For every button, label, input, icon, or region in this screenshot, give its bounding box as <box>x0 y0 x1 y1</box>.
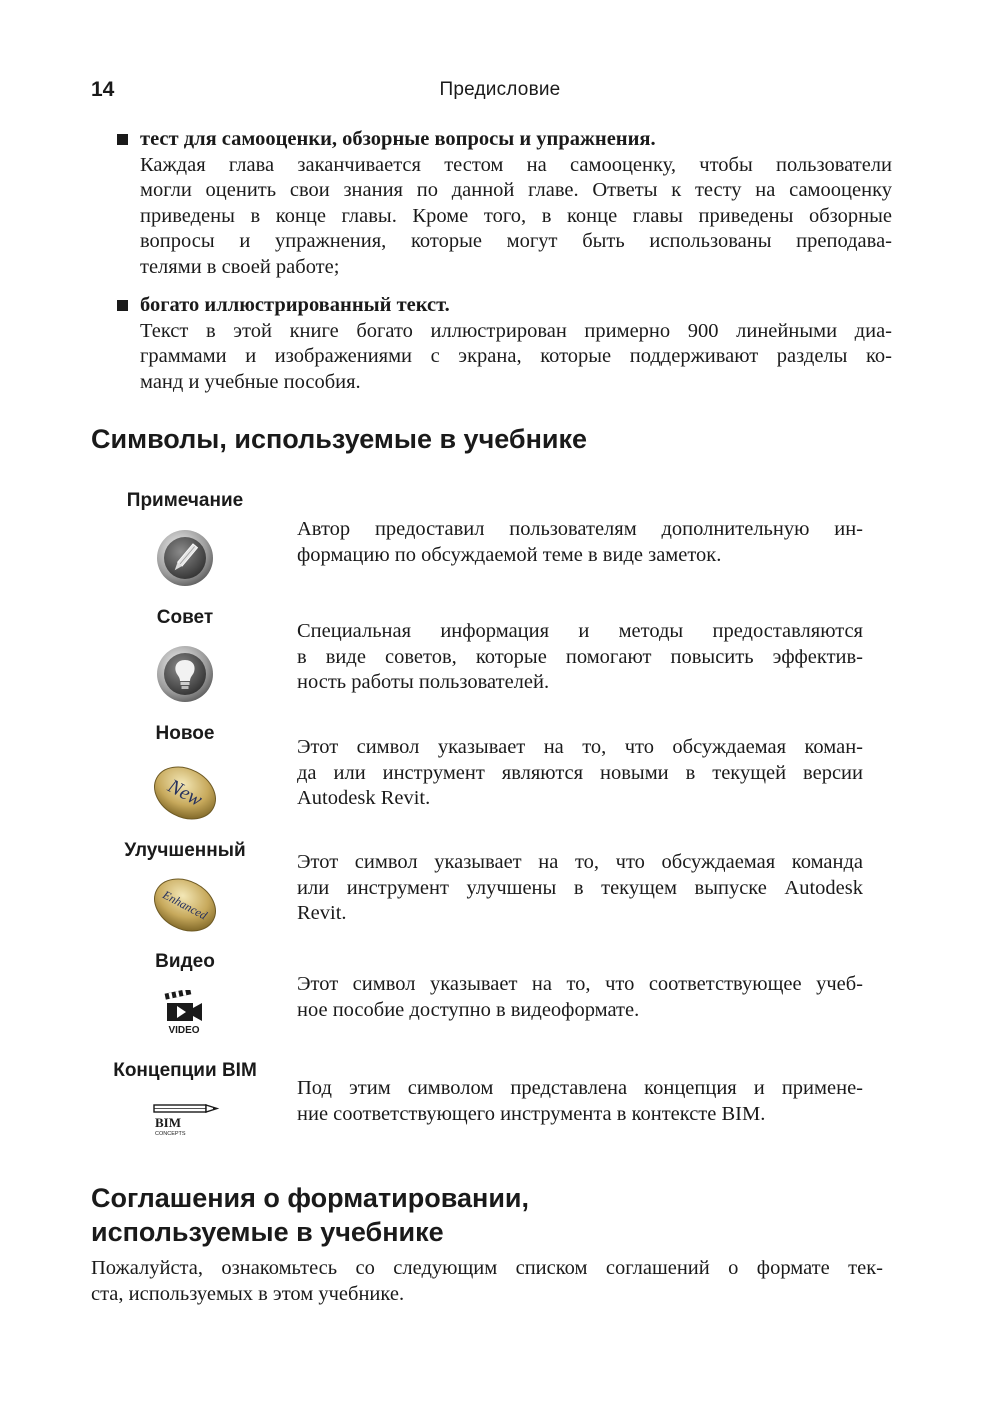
bullet-text-line: граммами и изображениями с экрана, которые поддерживают разделы ко- <box>140 345 892 368</box>
description-line: ное пособие доступно в видеоформате. <box>297 998 640 1021</box>
paragraph-line: Пожалуйста, ознакомьтесь со следующим списком соглашений о формате тек- <box>91 1257 883 1279</box>
description-line: Revit. <box>297 902 347 925</box>
symbol-label-enhanced: Улучшенный <box>124 840 246 861</box>
description-line: Автор предоставил пользователям дополнительную ин- <box>297 518 863 540</box>
new-badge-text: New <box>164 774 206 812</box>
description-line: или инструмент улучшены в текущем выпуске Autodesk <box>297 876 863 899</box>
description-line: да или инструмент являются новыми в текущей версии <box>297 761 863 784</box>
bullet-text-line: Текст в этой книге богато иллюстрирован примерно 900 линейными диа- <box>140 319 892 342</box>
bullet-square-icon <box>117 300 128 311</box>
page-number: 14 <box>91 78 115 101</box>
bullet-text-line: телями в своей работе; <box>140 255 340 278</box>
description-line: Под этим символом представлена концепция и примене- <box>297 1077 863 1099</box>
bullet-heading: тест для самооценки, обзорные вопросы и упражнения. <box>140 128 656 150</box>
bullet-text-line: могли оценить свои знания по данной главе. Ответы к тесту на самооценку <box>140 179 892 202</box>
bim-icon-subtext: CONCEPTS <box>155 1131 186 1137</box>
description-line: Специальная информация и методы предоставляются <box>297 620 863 642</box>
symbol-label-new: Новое <box>155 723 215 744</box>
symbol-description-new <box>297 735 863 812</box>
section-title-symbols: Символы, используемые в учебнике <box>91 424 588 454</box>
enhanced-badge-icon <box>148 874 222 941</box>
bullet-text-line: вопросы и упражнения, которые могут быть использованы преподава- <box>140 230 892 253</box>
symbol-label-bim: Концепции BIM <box>113 1060 257 1081</box>
description-line: Autodesk Revit. <box>297 787 431 810</box>
symbol-description-enhanced <box>297 850 863 927</box>
bullet-text-line: приведены в конце главы. Кроме того, в конце главы приведены обзорные <box>140 204 892 227</box>
symbol-label-tip: Совет <box>156 607 214 628</box>
symbol-description-video <box>297 972 863 1023</box>
running-title: Предисловие <box>439 79 561 100</box>
symbol-label-video: Видео <box>155 951 215 972</box>
symbol-description-bim <box>297 1076 863 1127</box>
note-pencil-icon <box>156 529 214 592</box>
section-title-formatting <box>91 1181 529 1249</box>
description-line: ние соответствующего инструмента в контексте BIM. <box>297 1102 766 1125</box>
enhanced-badge-text: Enhanced <box>160 887 210 923</box>
new-badge-icon <box>148 762 222 829</box>
bullet-text-line: манд и учебные пособия. <box>140 370 361 393</box>
description-line: формацию по обсуждаемой теме в виде заметок. <box>297 543 722 566</box>
bullet-heading: богато иллюстрированный текст. <box>140 294 450 316</box>
symbol-description-tip <box>297 619 863 696</box>
bullet-text-line: Каждая глава заканчивается тестом на самооценку, чтобы пользователи <box>140 153 892 176</box>
description-line: Этот символ указывает на то, что обсуждаемая команда <box>297 851 863 873</box>
formatting-intro-paragraph <box>91 1256 883 1307</box>
video-icon-text: VIDEO <box>168 1025 200 1036</box>
video-clapper-icon <box>163 990 207 1041</box>
description-line: ность работы пользователей. <box>297 671 550 694</box>
tip-lightbulb-icon <box>156 645 214 708</box>
bullet-square-icon <box>117 134 128 145</box>
bim-concepts-pencil-icon <box>151 1099 221 1144</box>
description-line: Этот символ указывает на то, что обсуждаемая коман- <box>297 736 863 758</box>
description-line: в виде советов, которые помогают повысить эффектив- <box>297 645 863 668</box>
page-header <box>0 78 1000 108</box>
section-title-line: используемые в учебнике <box>91 1217 444 1247</box>
section-title-line: Соглашения о форматировании, <box>91 1183 530 1213</box>
bim-icon-text: BIM <box>155 1115 181 1130</box>
symbol-label-note: Примечание <box>126 490 244 511</box>
description-line: Этот символ указывает на то, что соответствующее учеб- <box>297 973 863 995</box>
symbol-description-note <box>297 517 863 568</box>
paragraph-line: ста, используемых в этом учебнике. <box>91 1282 405 1305</box>
